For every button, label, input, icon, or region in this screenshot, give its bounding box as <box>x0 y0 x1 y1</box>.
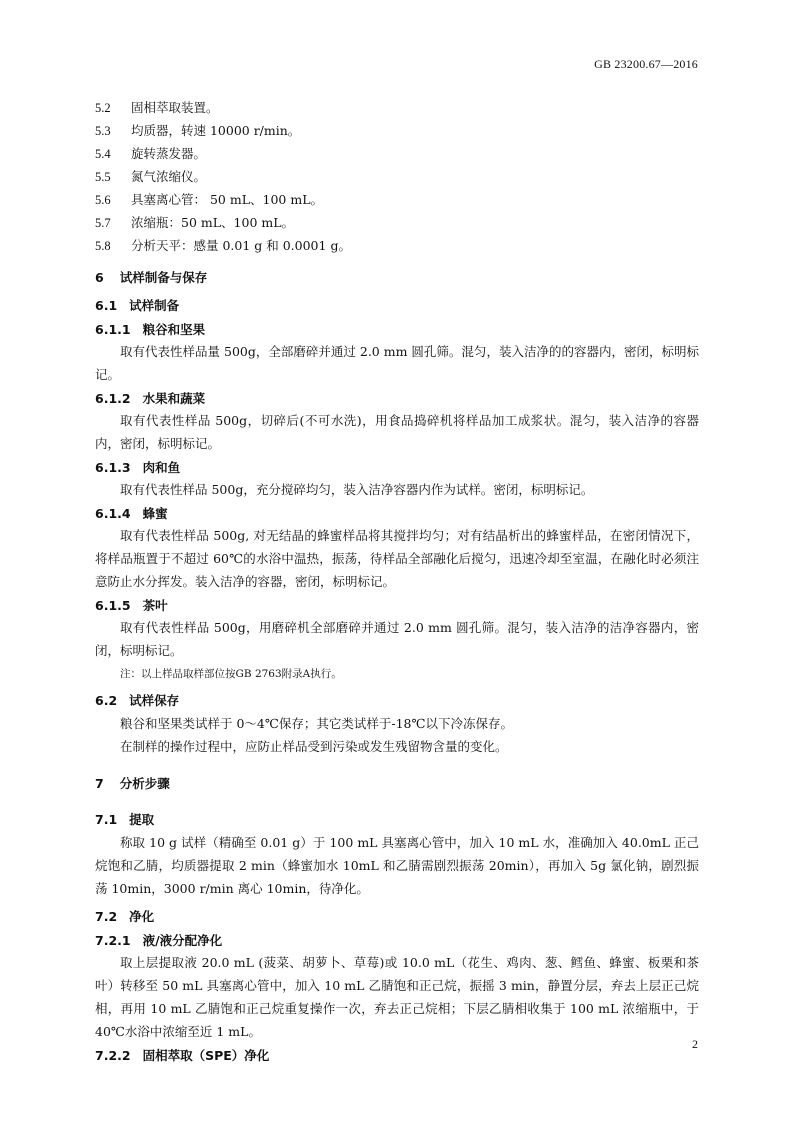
section-heading-6-1-4: 6.1.4 蜂蜜 <box>95 506 168 521</box>
list-item: 5.4 旋转蒸发器。 <box>95 146 207 161</box>
section-heading-6-1-5: 6.1.5 茶叶 <box>95 598 168 613</box>
section-heading-6-1-1: 6.1.1 粮谷和坚果 <box>95 322 206 337</box>
section-heading-7-2-1: 7.2.1 液/液分配净化 <box>95 933 223 948</box>
paragraph: 取有代表性样品 500g, 对无结晶的蜂蜜样品将其搅拌均匀；对有结晶析出的蜂蜜样品，在密闭情况下，将样品瓶置于不超过 60℃的水浴中温热，振荡，待样品全部融化后搅匀，迅速冷却至室温，在融化时必须注意防止水分挥发。装入洁净的容器，密闭，标明标记。 <box>95 528 699 589</box>
paragraph: 在制样的操作过程中，应防止样品受到污染或发生残留物含量的变化。 <box>120 739 508 754</box>
section-heading-7-2-2: 7.2.2 固相萃取（SPE）净化 <box>95 1048 270 1063</box>
paragraph: 取有代表性样品量 500g，全部磨碎并通过 2.0 mm 圆孔筛。混匀，装入洁净的的容器内，密闭，标明标记。 <box>95 344 699 382</box>
section-heading-6-1-3: 6.1.3 肉和鱼 <box>95 460 181 475</box>
document-body <box>95 96 699 1066</box>
standard-number: GB 23200.67—2016 <box>594 57 698 71</box>
list-item: 5.3 均质器，转速 10000 r/min。 <box>95 123 301 138</box>
list-item: 5.6 具塞离心管： 50 mL、100 mL。 <box>95 192 323 207</box>
list-item: 5.7 浓缩瓶：50 mL、100 mL。 <box>95 215 295 230</box>
note: 注：以上样品取样部位按GB 2763附录A执行。 <box>120 668 342 680</box>
paragraph: 取有代表性样品 500g，充分搅碎均匀，装入洁净容器内作为试样。密闭，标明标记。 <box>120 482 594 497</box>
paragraph: 取有代表性样品 500g，用磨碎机全部磨碎并通过 2.0 mm 圆孔筛。混匀，装入洁净的洁净容器内，密闭，标明标记。 <box>95 620 699 658</box>
paragraph: 粮谷和坚果类试样于 0～4℃保存；其它类试样于-18℃以下冷冻保存。 <box>120 716 513 731</box>
apparatus-list <box>95 96 699 257</box>
list-item: 5.2 固相萃取装置。 <box>95 100 219 115</box>
section-heading-6-2: 6.2 试样保存 <box>95 693 180 708</box>
list-item: 5.5 氮气浓缩仪。 <box>95 169 207 184</box>
page-number: 2 <box>692 1037 698 1051</box>
section-heading-7-1: 7.1 提取 <box>95 812 155 827</box>
paragraph: 取上层提取液 20.0 mL (菠菜、胡萝卜、草莓)或 10.0 mL（花生、鸡肉、葱、鳕鱼、蜂蜜、板栗和茶叶）转移至 50 mL 具塞离心管中，加入 10 mL 乙腈饱和正己烷，振摇 3 min，静置分层，弃去上层正己烷相，再用 10 mL 乙腈饱和正己烷重复操作一次，弃去正己烷相；下层乙腈相收集于 100 mL 浓缩瓶中，于 40℃水浴中浓缩至近 1 mL。 <box>95 955 699 1039</box>
section-heading-7: 7 分析步骤 <box>95 776 170 791</box>
section-heading-6-1: 6.1 试样制备 <box>95 298 180 313</box>
section-heading-7-2: 7.2 净化 <box>95 909 155 924</box>
paragraph: 取有代表性样品 500g，切碎后(不可水洗)，用食品捣碎机将样品加工成浆状。混匀，装入洁净的容器内，密闭，标明标记。 <box>95 413 699 451</box>
section-heading-6-1-2: 6.1.2 水果和蔬菜 <box>95 391 206 406</box>
list-item: 5.8 分析天平：感量 0.01 g 和 0.0001 g。 <box>95 238 351 253</box>
paragraph: 称取 10 g 试样（精确至 0.01 g）于 100 mL 具塞离心管中，加入 10 mL 水，准确加入 40.0mL 正己烷饱和乙腈，均质器提取 2 min（蜂蜜加水 10mL 和乙腈需剧烈振荡 20min），再加入 5g 氯化钠，剧烈振荡 10min，3000 r/min 离心 10min，待净化。 <box>95 835 699 896</box>
section-heading-6: 6 试样制备与保存 <box>95 270 208 285</box>
